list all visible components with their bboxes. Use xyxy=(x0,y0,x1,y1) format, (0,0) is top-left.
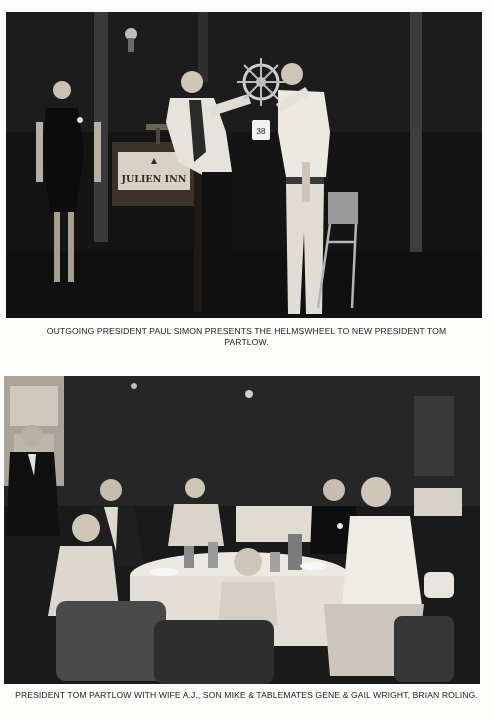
photo-banquet-scene xyxy=(4,376,480,684)
photo-helmswheel-scene xyxy=(6,12,482,318)
podium-sign: JULIEN INN xyxy=(121,174,187,185)
photo-banquet-table xyxy=(4,376,480,684)
helmswheel-tag-number: 38 xyxy=(256,127,266,136)
photo-2-caption: PRESIDENT TOM PARTLOW WITH WIFE A.J., SON MIKE & TABLEMATES GENE & GAIL WRIGHT, BRIAN ROLING. xyxy=(15,690,478,700)
photo-helmswheel-presentation xyxy=(6,12,482,318)
photo-1-caption: OUTGOING PRESIDENT PAUL SIMON PRESENTS THE HELMSWHEEL TO NEW PRESIDENT TOM PARTLOW. xyxy=(46,326,447,347)
